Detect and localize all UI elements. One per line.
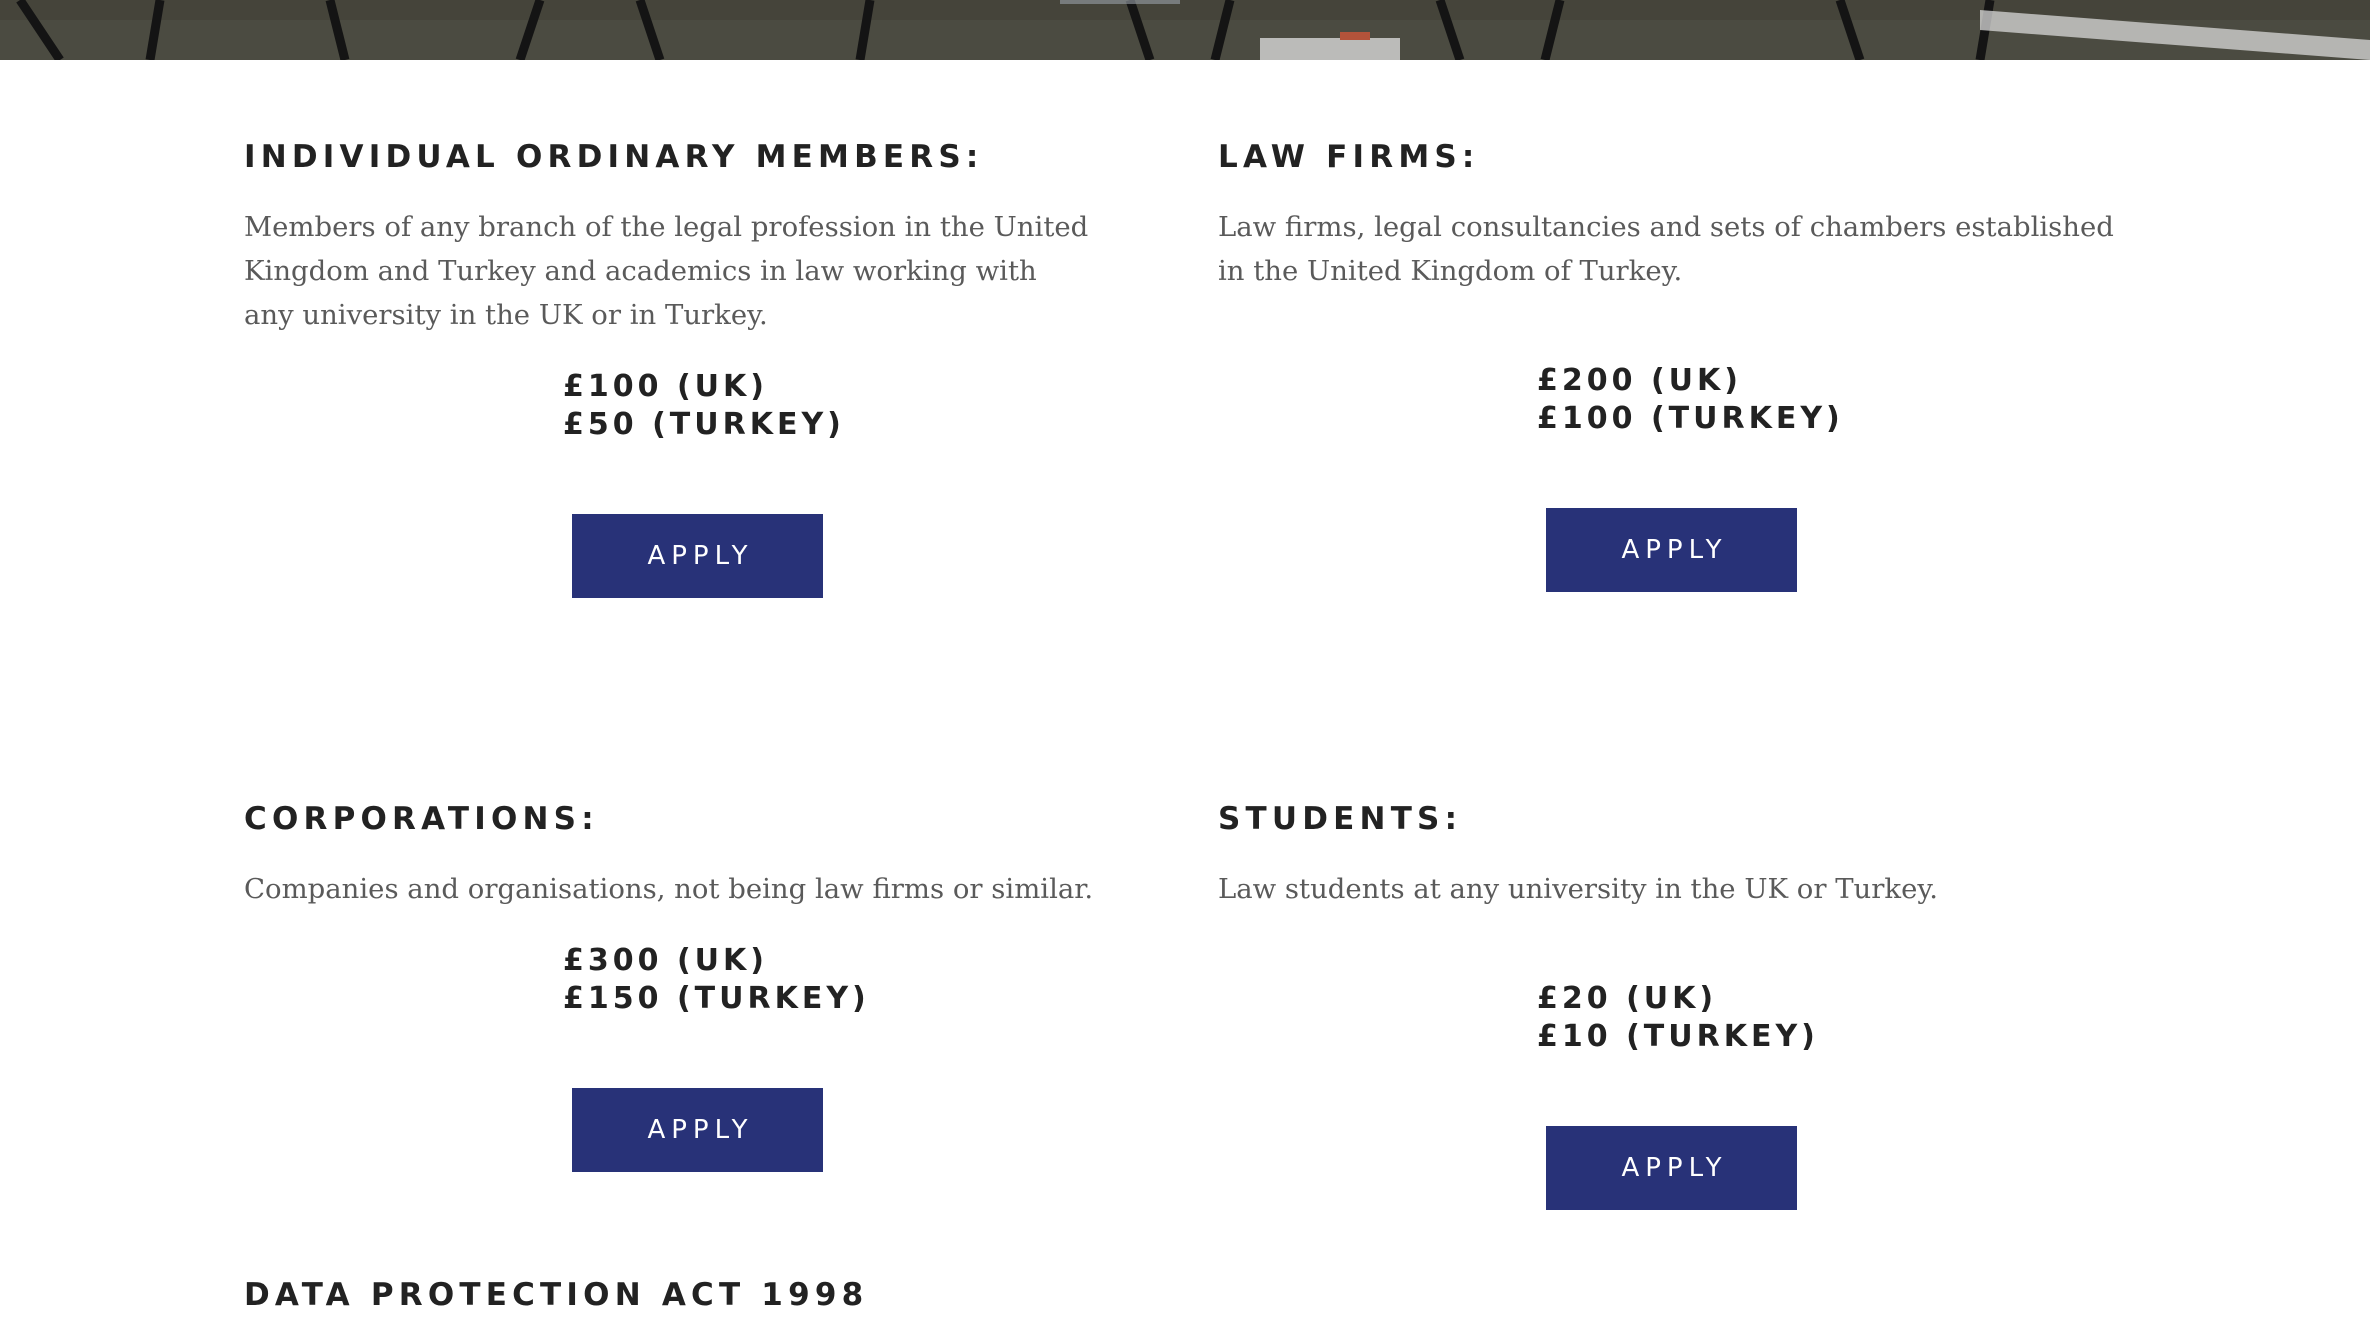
price-uk: £20 (UK)	[1537, 981, 1718, 1016]
section-description: Law firms, legal consultancies and sets of chambers established in the United Kingdom of Turkey.	[1218, 211, 2114, 287]
hero-image-strip	[0, 0, 2370, 60]
section-heading: CORPORATIONS:	[244, 801, 599, 837]
price-turkey: £100 (TURKEY)	[1537, 401, 1844, 436]
price-uk: £300 (UK)	[563, 943, 768, 978]
price-uk: £200 (UK)	[1537, 363, 1742, 398]
section-description: Law students at any university in the UK or Turkey.	[1218, 873, 1938, 905]
apply-button-law-firms[interactable]: APPLY	[1546, 508, 1797, 592]
section-heading: INDIVIDUAL ORDINARY MEMBERS:	[244, 139, 984, 175]
apply-button-students[interactable]: APPLY	[1546, 1126, 1797, 1210]
apply-button-corporations[interactable]: APPLY	[572, 1088, 823, 1172]
price-turkey: £10 (TURKEY)	[1537, 1019, 1819, 1054]
price-turkey: £150 (TURKEY)	[563, 981, 870, 1016]
section-heading: STUDENTS:	[1218, 801, 1463, 837]
price-uk: £100 (UK)	[563, 369, 768, 404]
section-description: Members of any branch of the legal profession in the United Kingdom and Turkey and academics in law working with any university in the UK or in Turkey.	[244, 211, 1089, 331]
data-protection-heading: DATA PROTECTION ACT 1998	[244, 1277, 869, 1313]
section-heading: LAW FIRMS:	[1218, 139, 1480, 175]
price-turkey: £50 (TURKEY)	[563, 407, 845, 442]
hero-photo	[0, 0, 2370, 60]
apply-button-individual[interactable]: APPLY	[572, 514, 823, 598]
section-description: Companies and organisations, not being law firms or similar.	[244, 873, 1094, 905]
